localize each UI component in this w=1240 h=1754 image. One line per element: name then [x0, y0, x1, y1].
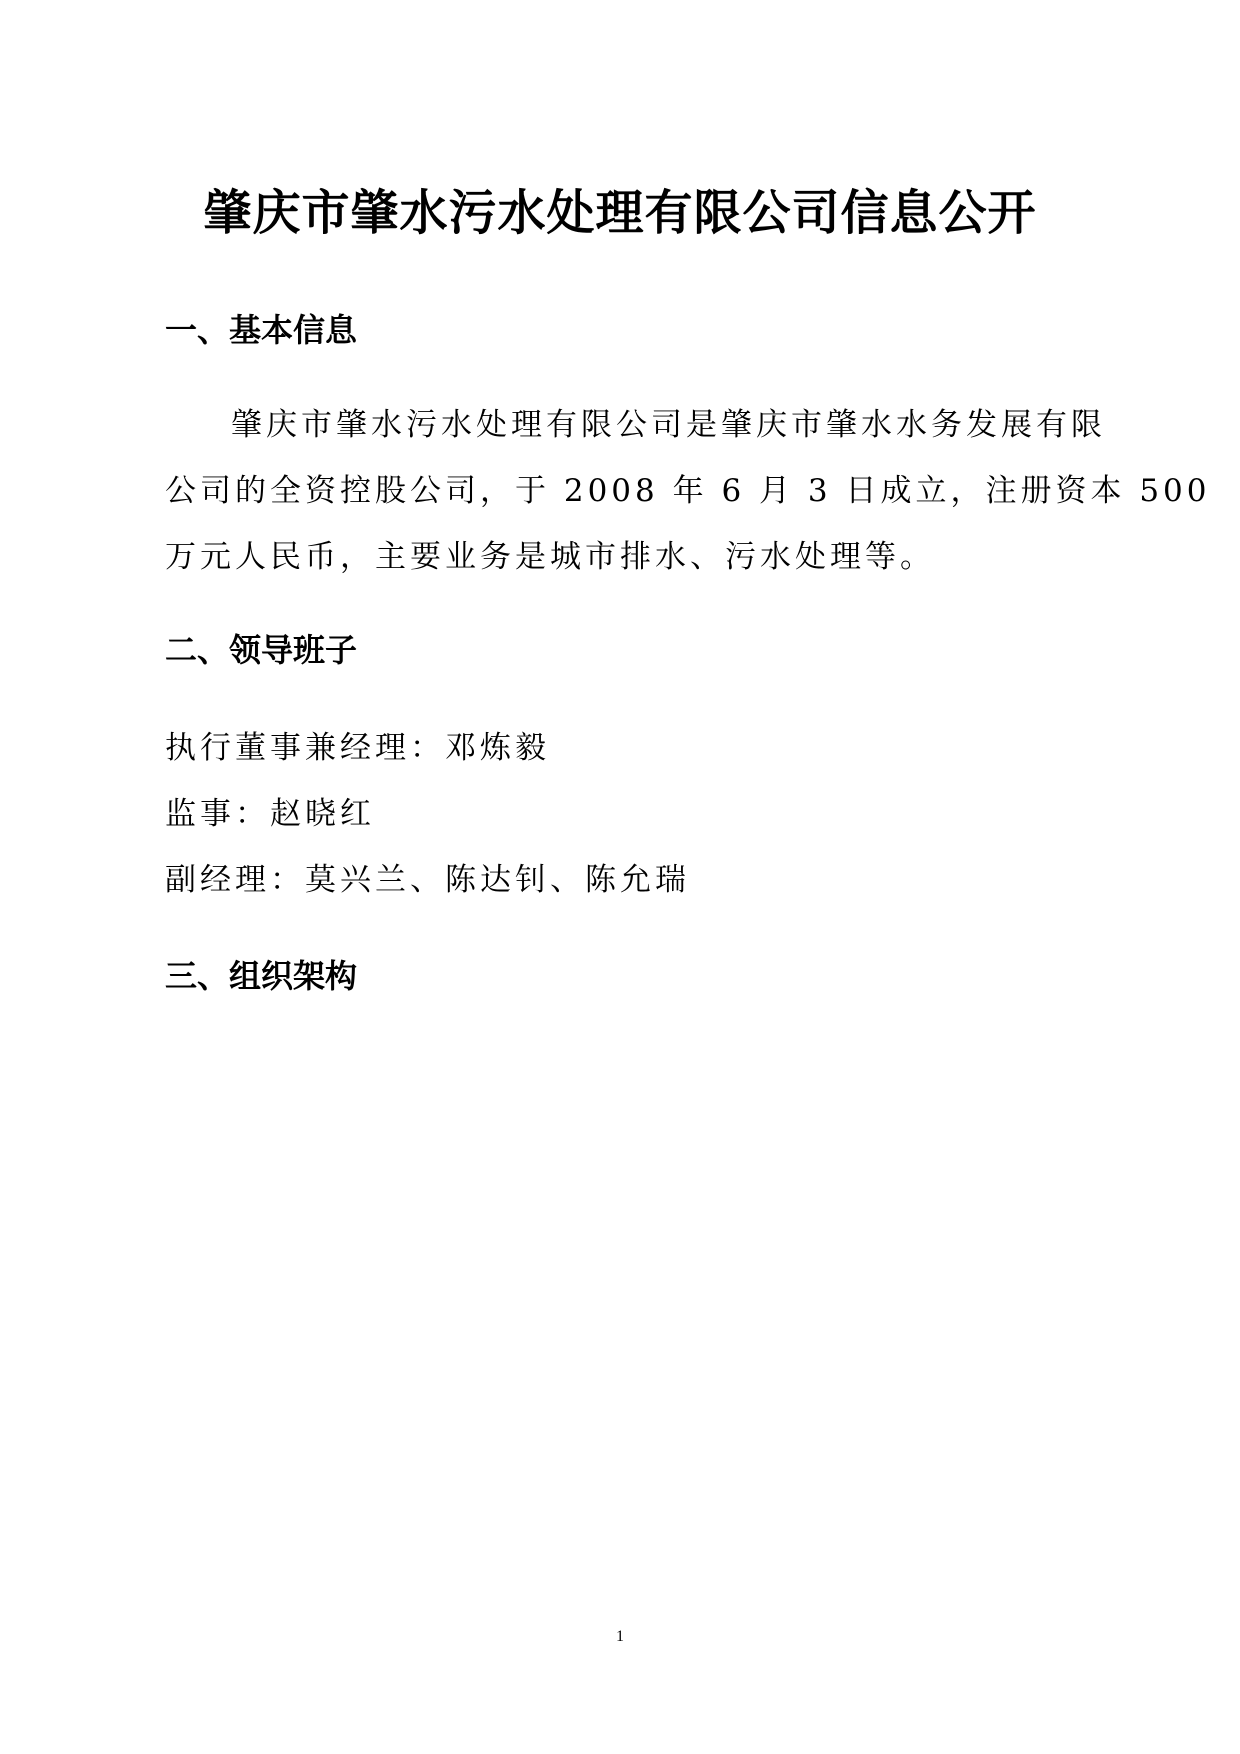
leadership-member-line: 副经理：莫兴兰、陈达钊、陈允瑞 [165, 862, 690, 898]
paragraph-line: 万元人民币，主要业务是城市排水、污水处理等。 [165, 539, 935, 575]
leadership-member-line: 执行董事兼经理：邓炼毅 [165, 730, 550, 766]
leadership-member-line: 监事：赵晓红 [165, 796, 375, 832]
section-heading-leadership: 二、领导班子 [165, 631, 358, 669]
document-title: 肇庆市肇水污水处理有限公司信息公开 [203, 185, 1037, 241]
paragraph-line: 肇庆市肇水污水处理有限公司是肇庆市肇水水务发展有限 [231, 407, 1106, 443]
paragraph-line: 公司的全资控股公司，于 2008 年 6 月 3 日成立，注册资本 500 [165, 473, 1211, 509]
basic-info-paragraph [165, 392, 1211, 590]
section-heading-org-structure: 三、组织架构 [165, 957, 358, 995]
page-number: 1 [616, 1628, 624, 1645]
section-heading-basic-info: 一、基本信息 [165, 311, 358, 349]
